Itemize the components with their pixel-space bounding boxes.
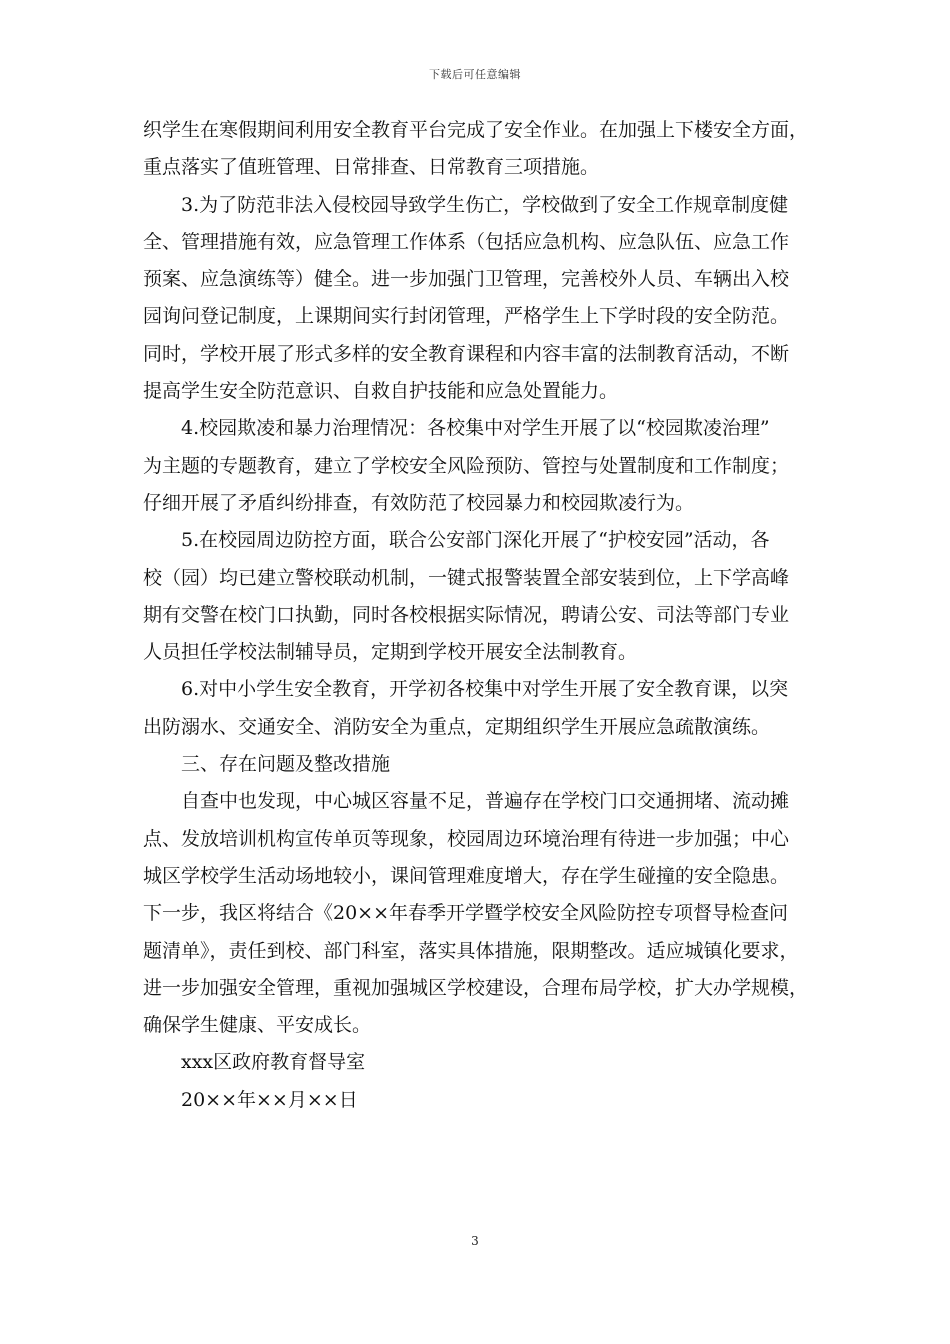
text-line: 城区学校学生活动场地较小，课间管理难度增大，存在学生碰撞的安全隐患。 [143,864,790,887]
text-line: 4.校园欺凌和暴力治理情况：各校集中对学生开展了以“校园欺凌治理” [181,417,770,440]
text-line: 全、管理措施有效，应急管理工作体系（包括应急机构、应急队伍、应急工作 [143,230,790,253]
text-line: 自查中也发现，中心城区容量不足，普遍存在学校门口交通拥堵、流动摊 [181,790,790,813]
text-line: 为主题的专题教育，建立了学校安全风险预防、管控与处置制度和工作制度； [143,454,790,477]
text-line: 期有交警在校门口执勤，同时各校根据实际情况，聘请公安、司法等部门专业 [143,603,790,626]
text-line: 织学生在寒假期间利用安全教育平台完成了安全作业。在加强上下楼安全方面， [143,119,809,141]
text-line: xxx区政府教育督导室 [181,1051,366,1074]
text-line: 进一步加强安全管理，重视加强城区学校建设，合理布局学校，扩大办学规模， [143,976,809,999]
text-line: 3.为了防范非法入侵校园导致学生伤亡，学校做到了安全工作规章制度健 [181,193,789,216]
page-number: 3 [471,1234,479,1248]
text-line: 校（园）均已建立警校联动机制，一键式报警装置全部安装到位，上下学高峰 [143,566,790,589]
page-header: 下载后可任意编辑 [429,68,521,81]
text-line: 重点落实了值班管理、日常排查、日常教育三项措施。 [143,156,600,179]
text-line: 提高学生安全防范意识、自救自护技能和应急处置能力。 [143,380,619,403]
document-body [143,112,809,1119]
text-line: 出防溺水、交通安全、消防安全为重点，定期组织学生开展应急疏散演练。 [143,715,771,738]
text-line: 下一步，我区将结合《20××年春季开学暨学校安全风险防控专项督导检查问 [143,902,789,925]
text-line: 人员担任学校法制辅导员，定期到学校开展安全法制教育。 [143,641,638,664]
text-line: 仔细开展了矛盾纠纷排查，有效防范了校园暴力和校园欺凌行为。 [143,491,695,514]
text-line: 预案、应急演练等）健全。进一步加强门卫管理，完善校外人员、车辆出入校 [143,268,790,291]
text-line: 20××年××月××日 [181,1088,358,1111]
text-line: 同时，学校开展了形式多样的安全教育课程和内容丰富的法制教育活动，不断 [143,342,790,365]
text-line: 确保学生健康、平安成长。 [143,1014,372,1037]
text-line: 点、发放培训机构宣传单页等现象，校园周边环境治理有待进一步加强；中心 [143,827,790,850]
text-line: 园询问登记制度，上课期间实行封闭管理，严格学生上下学时段的安全防范。 [143,305,790,328]
text-line: 5.在校园周边防控方面，联合公安部门深化开展了“护校安园”活动，各 [181,529,770,552]
text-line: 三、存在问题及整改措施 [181,753,391,776]
text-line: 题清单》，责任到校、部门科室，落实具体措施，限期整改。适应城镇化要求， [143,939,799,962]
text-line: 6.对中小学生安全教育，开学初各校集中对学生开展了安全教育课，以突 [181,678,789,701]
